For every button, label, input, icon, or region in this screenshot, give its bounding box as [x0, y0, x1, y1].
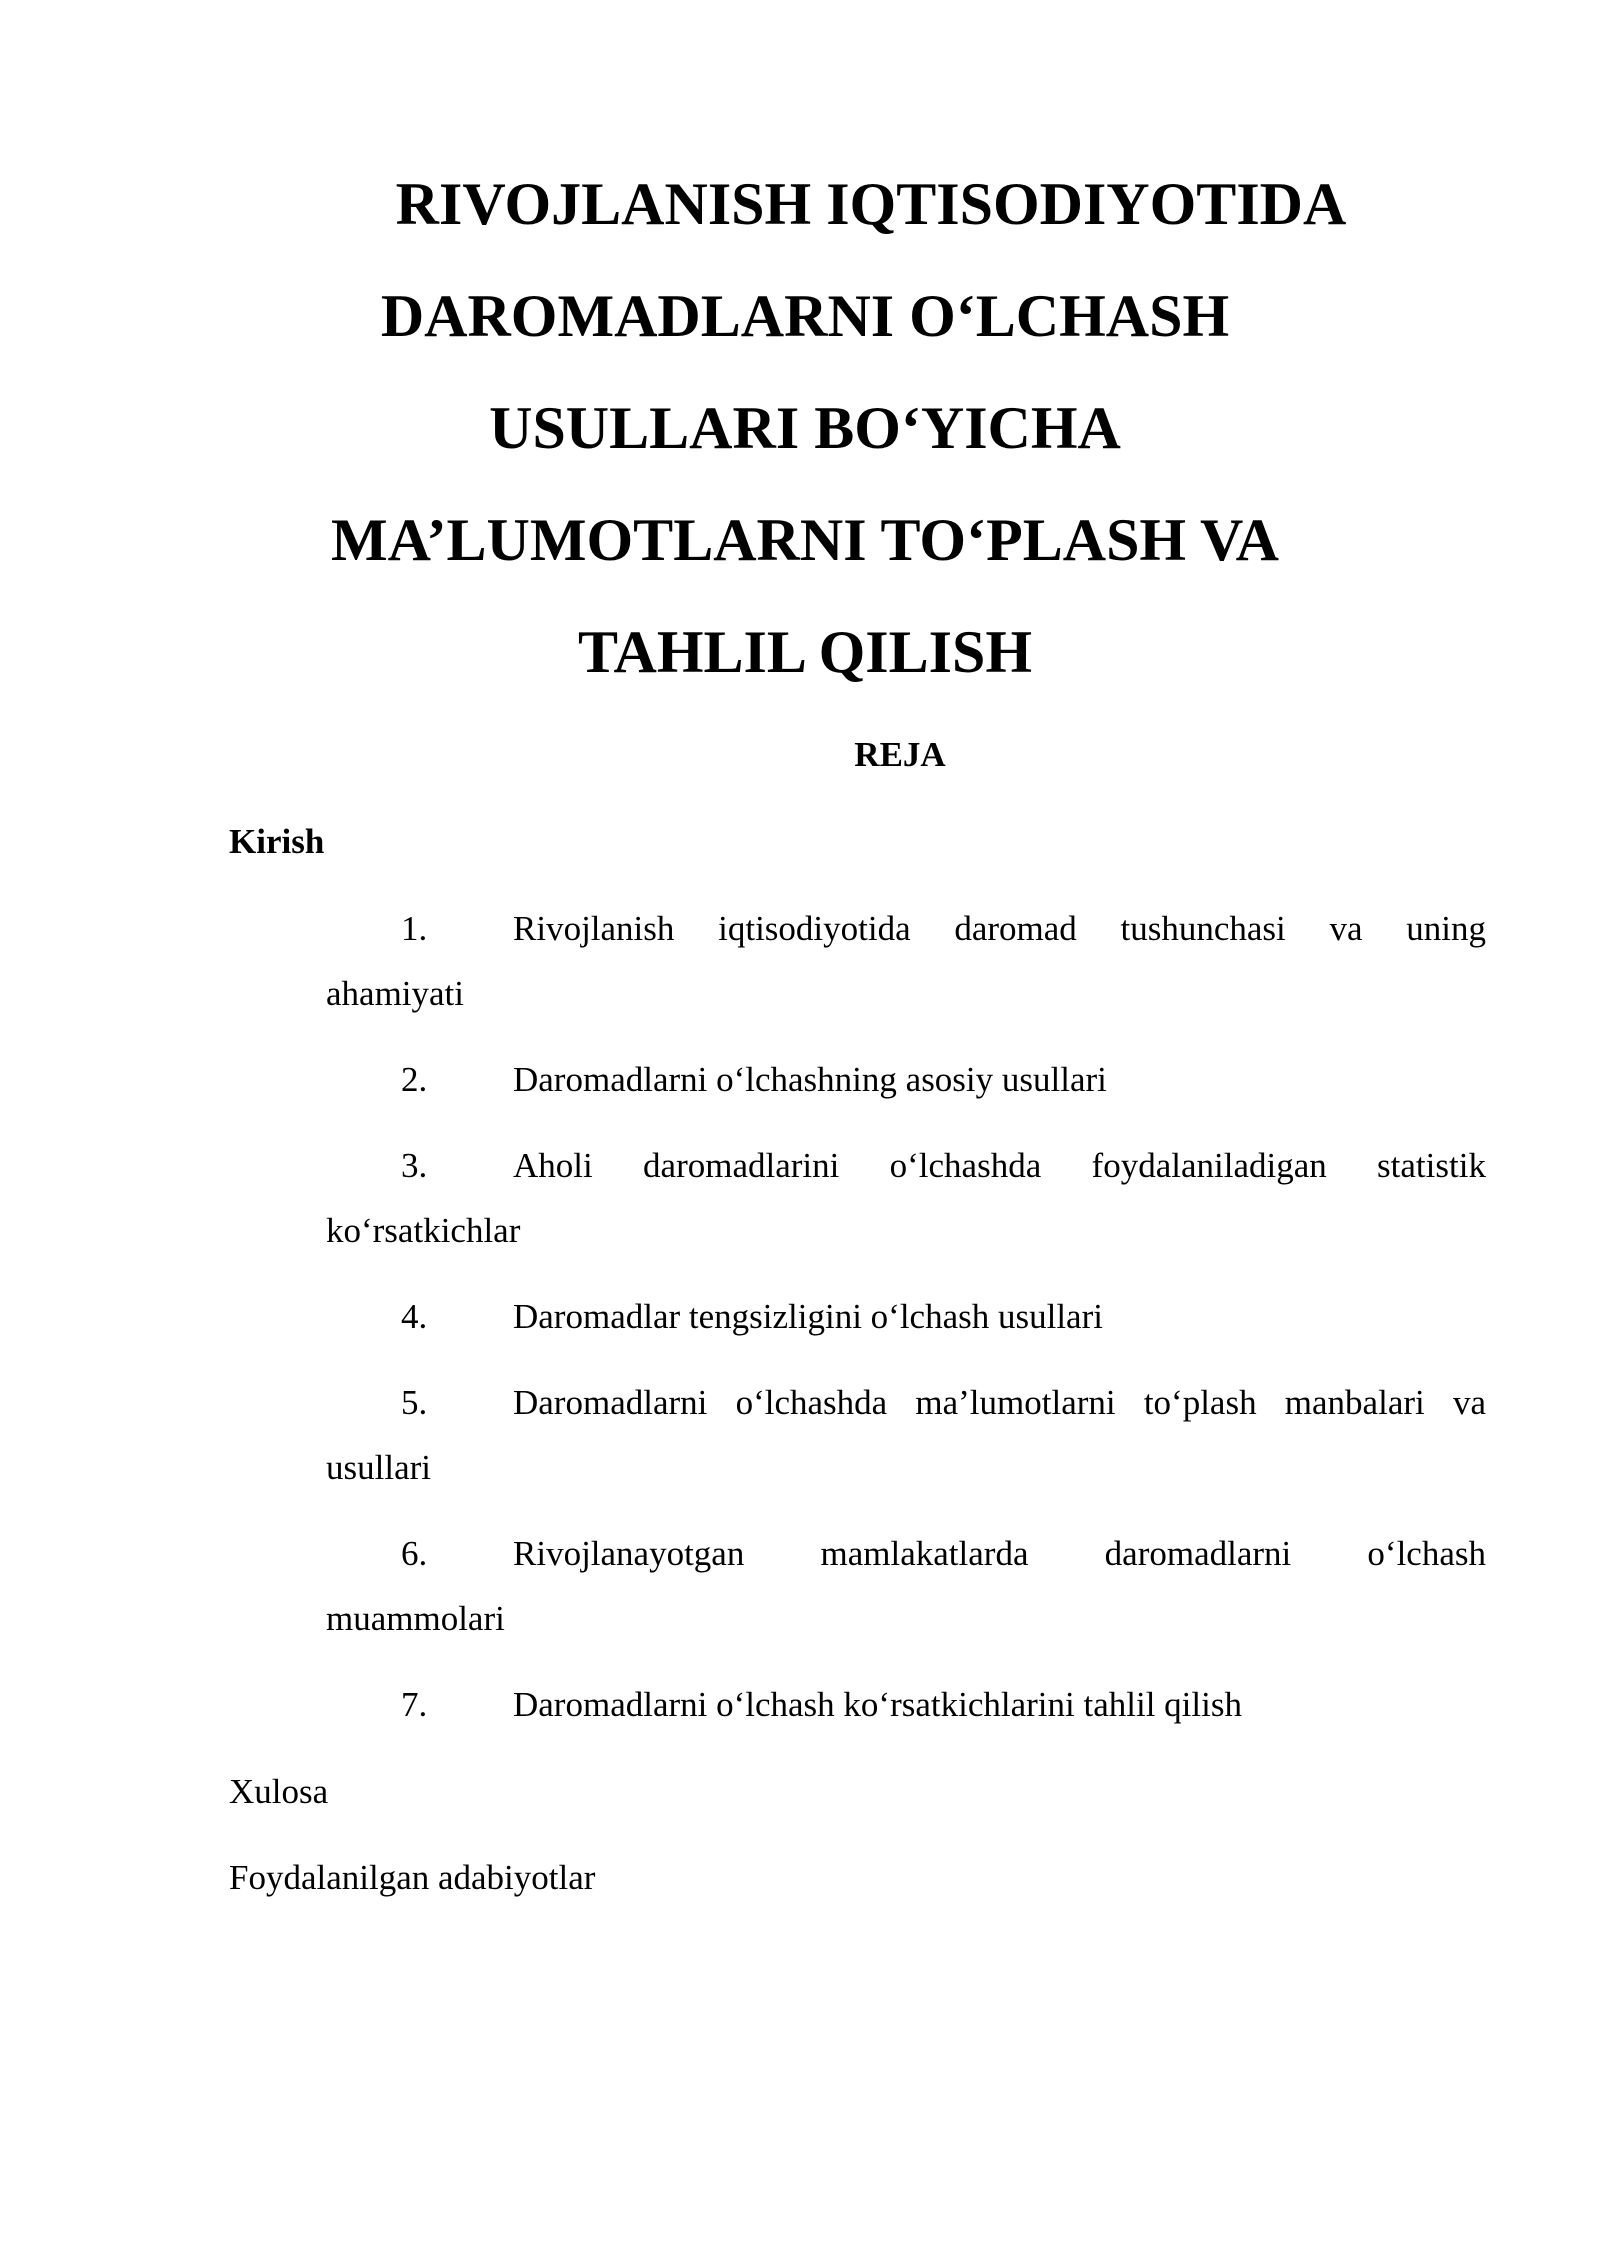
plan-item-text: Daromadlar tengsizligini o‘lchash usullari — [513, 1297, 1103, 1336]
plan-item-word: Aholi — [513, 1146, 593, 1185]
plan-item-number: 2. — [401, 1060, 428, 1099]
plan-heading: REJA — [854, 735, 946, 774]
plan-item-word: o‘lchash — [1367, 1534, 1486, 1573]
plan-item-word: va — [1329, 909, 1363, 948]
document-title — [0, 148, 1600, 708]
plan-item-word: mamlakatlarda — [820, 1534, 1029, 1573]
plan-item-word: manbalari — [1284, 1383, 1425, 1422]
references-heading: Foydalanilgan adabiyotlar — [229, 1858, 596, 1897]
plan-item-word: ma’lumotlarni — [915, 1383, 1116, 1422]
plan-item-5 — [326, 1381, 1486, 1490]
plan-item-number: 5. — [401, 1383, 428, 1422]
title-line-3: USULLARI BO‘YICHA — [489, 395, 1121, 461]
introduction-heading: Kirish — [229, 822, 325, 861]
plan-item-2 — [326, 1058, 1486, 1102]
plan-item-word: foydalaniladigan — [1091, 1146, 1327, 1185]
title-line-2: DAROMADLARNI O‘LCHASH — [380, 283, 1230, 349]
plan-item-word: iqtisodiyotida — [718, 909, 911, 948]
plan-item-word: daromad — [954, 909, 1077, 948]
plan-item-word: va — [1452, 1383, 1486, 1422]
plan-item-3 — [326, 1144, 1486, 1253]
plan-item-word: tushunchasi — [1120, 909, 1286, 948]
plan-item-7 — [326, 1683, 1486, 1727]
conclusion-heading: Xulosa — [229, 1772, 329, 1811]
plan-item-word: uning — [1406, 909, 1486, 948]
title-line-5: TAHLIL QILISH — [577, 619, 1033, 685]
plan-item-word: to‘plash — [1143, 1383, 1257, 1422]
plan-item-word: Rivojlanayotgan — [513, 1534, 745, 1573]
plan-item-continuation: muammolari — [326, 1599, 505, 1638]
plan-item-word: daromadlarini — [643, 1146, 840, 1185]
plan-item-continuation: ko‘rsatkichlar — [326, 1211, 521, 1250]
plan-item-1 — [326, 907, 1486, 1016]
plan-item-text: Daromadlarni o‘lchash ko‘rsatkichlarini tahlil qilish — [513, 1685, 1242, 1724]
plan-item-continuation: usullari — [326, 1448, 431, 1487]
plan-item-number: 1. — [401, 909, 428, 948]
plan-item-continuation: ahamiyati — [326, 974, 465, 1013]
plan-item-6 — [326, 1532, 1486, 1641]
plan-item-number: 7. — [401, 1685, 428, 1724]
plan-item-word: o‘lchashda — [735, 1383, 888, 1422]
title-line-4: MA’LUMOTLARNI TO‘PLASH VA — [331, 507, 1279, 573]
plan-item-word: Rivojlanish — [513, 909, 675, 948]
plan-item-4 — [326, 1295, 1486, 1339]
plan-item-word: o‘lchashda — [889, 1146, 1042, 1185]
plan-item-word: Daromadlarni — [513, 1383, 708, 1422]
plan-item-number: 6. — [401, 1534, 428, 1573]
title-line-1: RIVOJLANISH IQTISODIYOTIDA — [395, 171, 1347, 237]
plan-item-number: 4. — [401, 1297, 428, 1336]
plan-item-word: statistik — [1377, 1146, 1486, 1185]
plan-item-number: 3. — [401, 1146, 428, 1185]
plan-item-text: Daromadlarni o‘lchashning asosiy usullari — [513, 1060, 1107, 1099]
plan-item-word: daromadlarni — [1104, 1534, 1292, 1573]
